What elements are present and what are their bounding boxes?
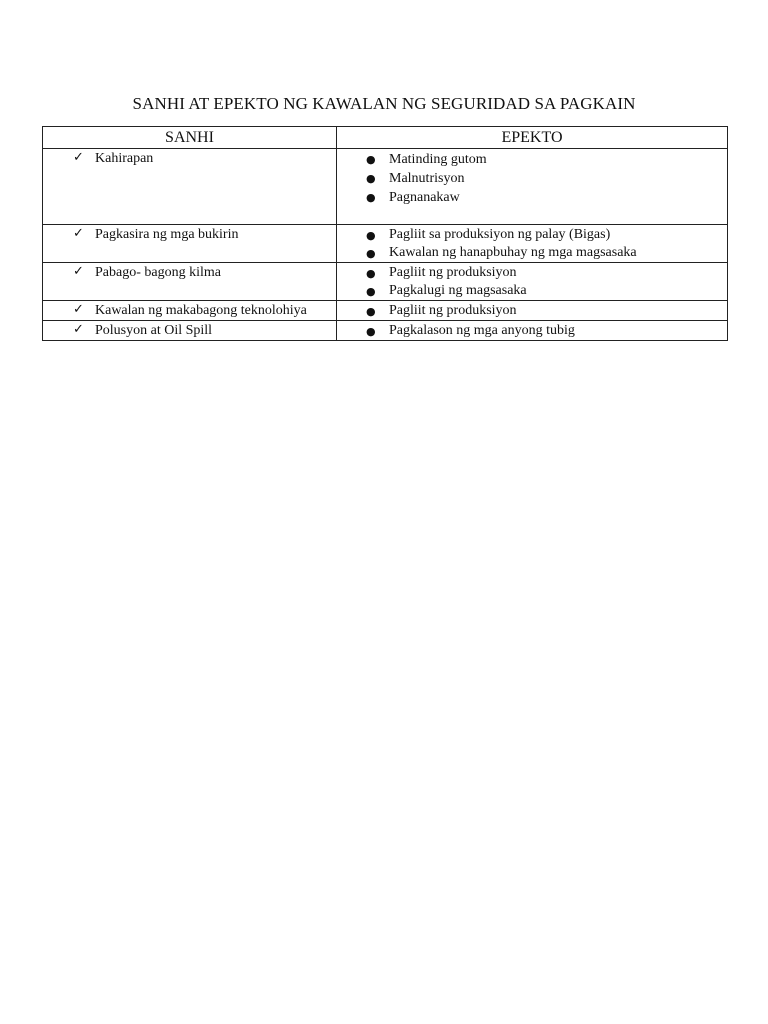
effect-list [337, 301, 727, 320]
effect-cell [337, 149, 728, 225]
effect-text: Matinding gutom [389, 152, 487, 167]
effect-text: Kawalan ng hanapbuhay ng mga magsasaka [389, 245, 637, 260]
list-item [337, 302, 727, 320]
effect-text: Pagkalugi ng magsasaka [389, 283, 527, 298]
checkmark-icon: ✓ [73, 322, 84, 337]
bullet-icon: ● [366, 247, 376, 260]
effect-cell [337, 301, 728, 321]
table-row [43, 263, 728, 301]
cause-text: Pabago- bagong kilma [95, 265, 221, 280]
checkmark-icon: ✓ [73, 150, 84, 165]
effect-list [337, 321, 727, 340]
document-title: SANHI AT EPEKTO NG KAWALAN NG SEGURIDAD SA PAGKAIN [132, 94, 636, 113]
bullet-icon: ● [366, 153, 376, 166]
list-item [337, 282, 727, 300]
bullet-icon: ● [366, 325, 376, 338]
list-item [337, 169, 727, 188]
cause-cell [43, 263, 337, 301]
effect-list [337, 263, 727, 300]
bullet-icon: ● [366, 267, 376, 280]
list-item [337, 264, 727, 282]
effect-text: Malnutrisyon [389, 171, 465, 186]
cause-text: Polusyon at Oil Spill [95, 323, 213, 338]
cause-cell [43, 321, 337, 341]
cause-cell [43, 225, 337, 263]
table-row [43, 225, 728, 263]
effect-text: Pagliit ng produksiyon [389, 265, 517, 280]
effect-list [337, 225, 727, 262]
effect-text: Pagliit ng produksiyon [389, 303, 517, 318]
header-effect: EPEKTO [337, 127, 728, 149]
bullet-icon: ● [366, 305, 376, 318]
bullet-icon: ● [366, 172, 376, 185]
header-cause: SANHI [43, 127, 337, 149]
list-item [337, 322, 727, 340]
effect-cell [337, 321, 728, 341]
effect-text: Pagliit sa produksiyon ng palay (Bigas) [389, 227, 611, 242]
list-item [337, 150, 727, 169]
list-item [337, 226, 727, 244]
bullet-icon: ● [366, 229, 376, 242]
cause-cell [43, 301, 337, 321]
checkmark-icon: ✓ [73, 302, 84, 317]
effect-text: Pagkalason ng mga anyong tubig [389, 323, 575, 338]
effect-cell [337, 225, 728, 263]
cause-cell [43, 149, 337, 225]
cause-text: Kawalan ng makabagong teknolohiya [95, 303, 307, 318]
effect-list [337, 149, 727, 207]
effect-text: Pagnanakaw [389, 190, 460, 205]
bullet-icon: ● [366, 285, 376, 298]
list-item [337, 188, 727, 207]
table-header-row [43, 127, 728, 149]
table-row [43, 149, 728, 225]
cause-effect-table [42, 126, 728, 341]
effect-cell [337, 263, 728, 301]
table-row [43, 301, 728, 321]
cause-text: Kahirapan [95, 151, 154, 166]
table-row [43, 321, 728, 341]
cause-text: Pagkasira ng mga bukirin [95, 227, 239, 242]
checkmark-icon: ✓ [73, 226, 84, 241]
checkmark-icon: ✓ [73, 264, 84, 279]
list-item [337, 244, 727, 262]
bullet-icon: ● [366, 191, 376, 204]
